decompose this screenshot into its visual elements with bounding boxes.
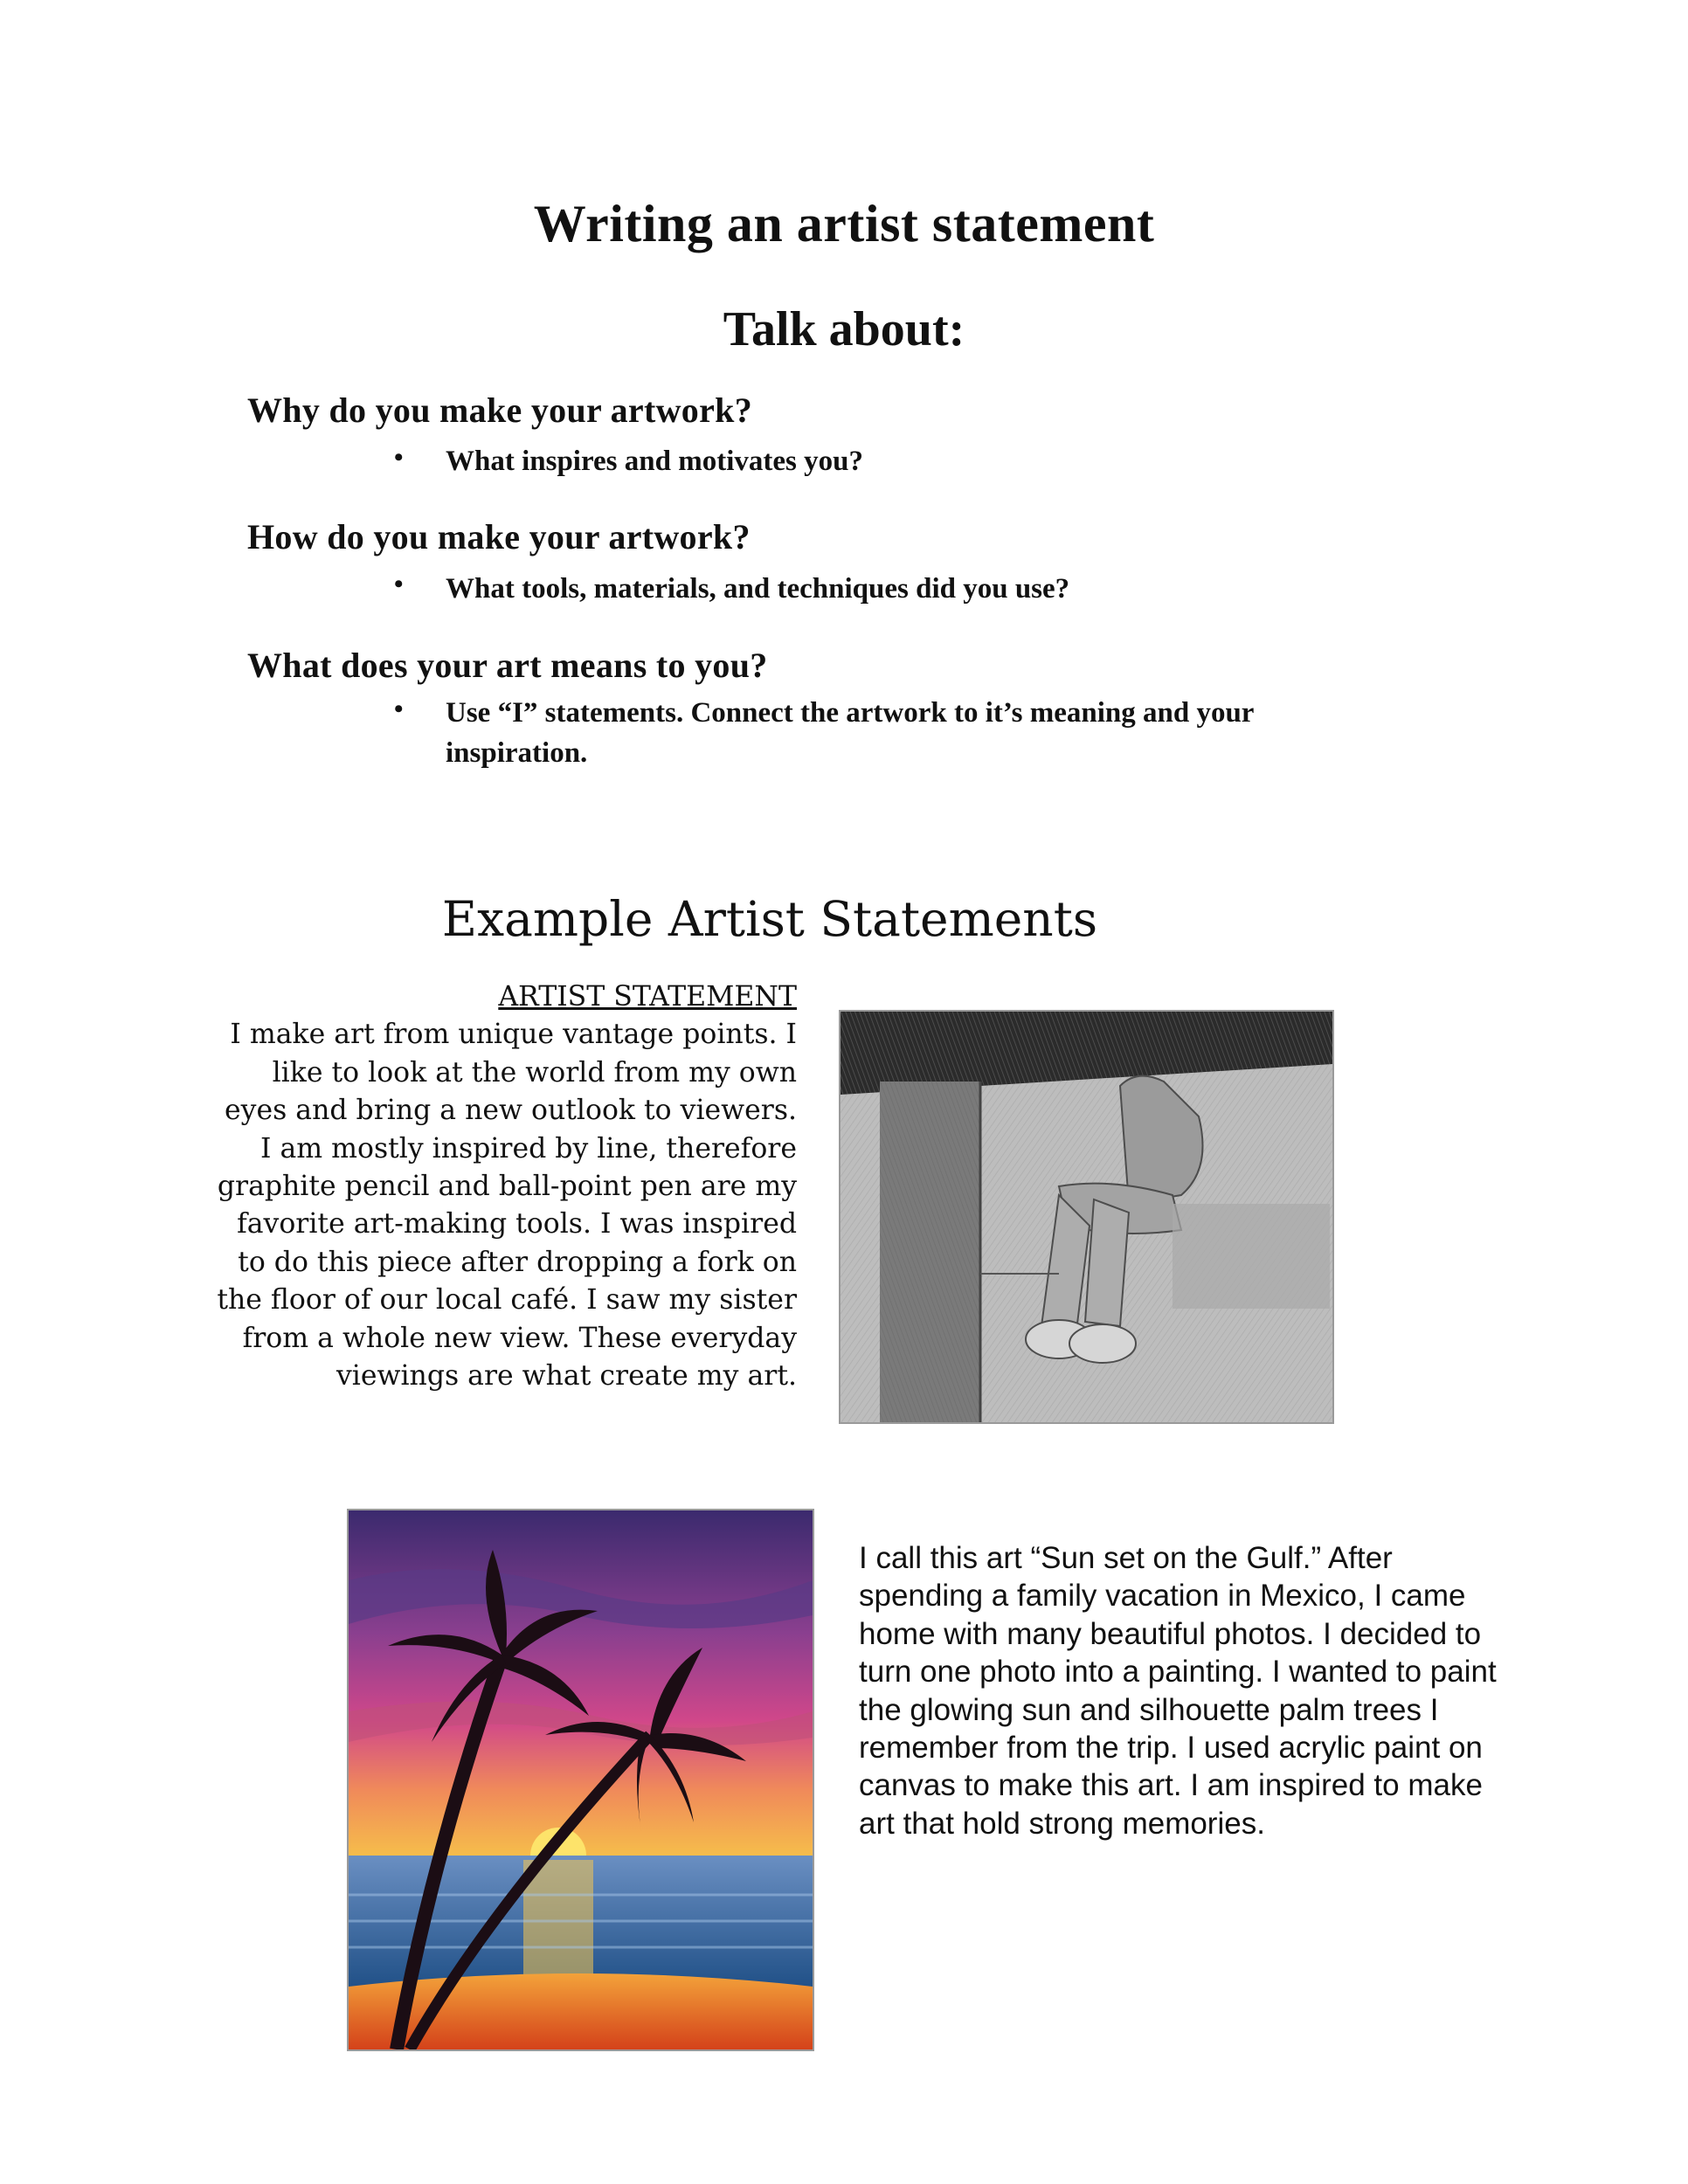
statement-line: viewings are what create my art. <box>336 1360 797 1393</box>
statement-line: to do this piece after dropping a fork on <box>238 1246 797 1278</box>
bullet-marker: • <box>394 695 404 723</box>
bullet-how: What tools, materials, and techniques did you use? <box>446 573 1070 605</box>
bullet-marker: • <box>394 570 404 598</box>
bullet-marker: • <box>394 443 404 472</box>
sunset-painting-artwork <box>347 1509 814 2051</box>
bullet-meaning: Use “I” statements. Connect the artwork to it’s meaning and your inspiration. <box>446 697 1254 769</box>
pencil-sketch-artwork <box>839 1010 1334 1424</box>
question-how: How do you make your artwork? <box>247 517 751 556</box>
statement-line: I call this art “Sun set on the Gulf.” After <box>859 1541 1393 1575</box>
statement-line: art that hold strong memories. <box>859 1806 1265 1841</box>
statement-line: canvas to make this art. I am inspired to make <box>859 1768 1483 1803</box>
statement-line: eyes and bring a new outlook to viewers. <box>225 1095 797 1127</box>
statement-line: turn one photo into a painting. I wanted to paint <box>859 1655 1497 1690</box>
statement-line: favorite art-making tools. I was inspired <box>237 1208 797 1241</box>
statement-line: the floor of our local café. I saw my sister <box>217 1284 797 1317</box>
page-subtitle: Talk about: <box>723 302 965 356</box>
statement-line: like to look at the world from my own <box>272 1056 797 1089</box>
question-meaning: What does your art means to you? <box>247 646 768 685</box>
statement-line: I am mostly inspired by line, therefore <box>260 1132 797 1165</box>
statement-line: home with many beautiful photos. I decided to <box>859 1616 1482 1651</box>
statement-line: the glowing sun and silhouette palm trees I <box>859 1692 1439 1727</box>
question-why: Why do you make your artwork? <box>247 390 752 430</box>
page-title: Writing an artist statement <box>533 195 1155 252</box>
statement-line: from a whole new view. These everyday <box>242 1322 797 1354</box>
example2-statement <box>859 1539 1567 1842</box>
statement-line: I make art from unique vantage points. I <box>230 1019 797 1051</box>
example1-heading: ARTIST STATEMENT <box>498 981 797 1013</box>
bullet-why: What inspires and motivates you? <box>446 446 863 477</box>
statement-line: spending a family vacation in Mexico, I came <box>859 1579 1466 1614</box>
examples-heading: Example Artist Statements <box>441 891 1098 947</box>
example1-statement <box>175 978 797 1395</box>
statement-line: remember from the trip. I used acrylic paint on <box>859 1731 1483 1766</box>
statement-line: graphite pencil and ball-point pen are my <box>217 1171 797 1203</box>
